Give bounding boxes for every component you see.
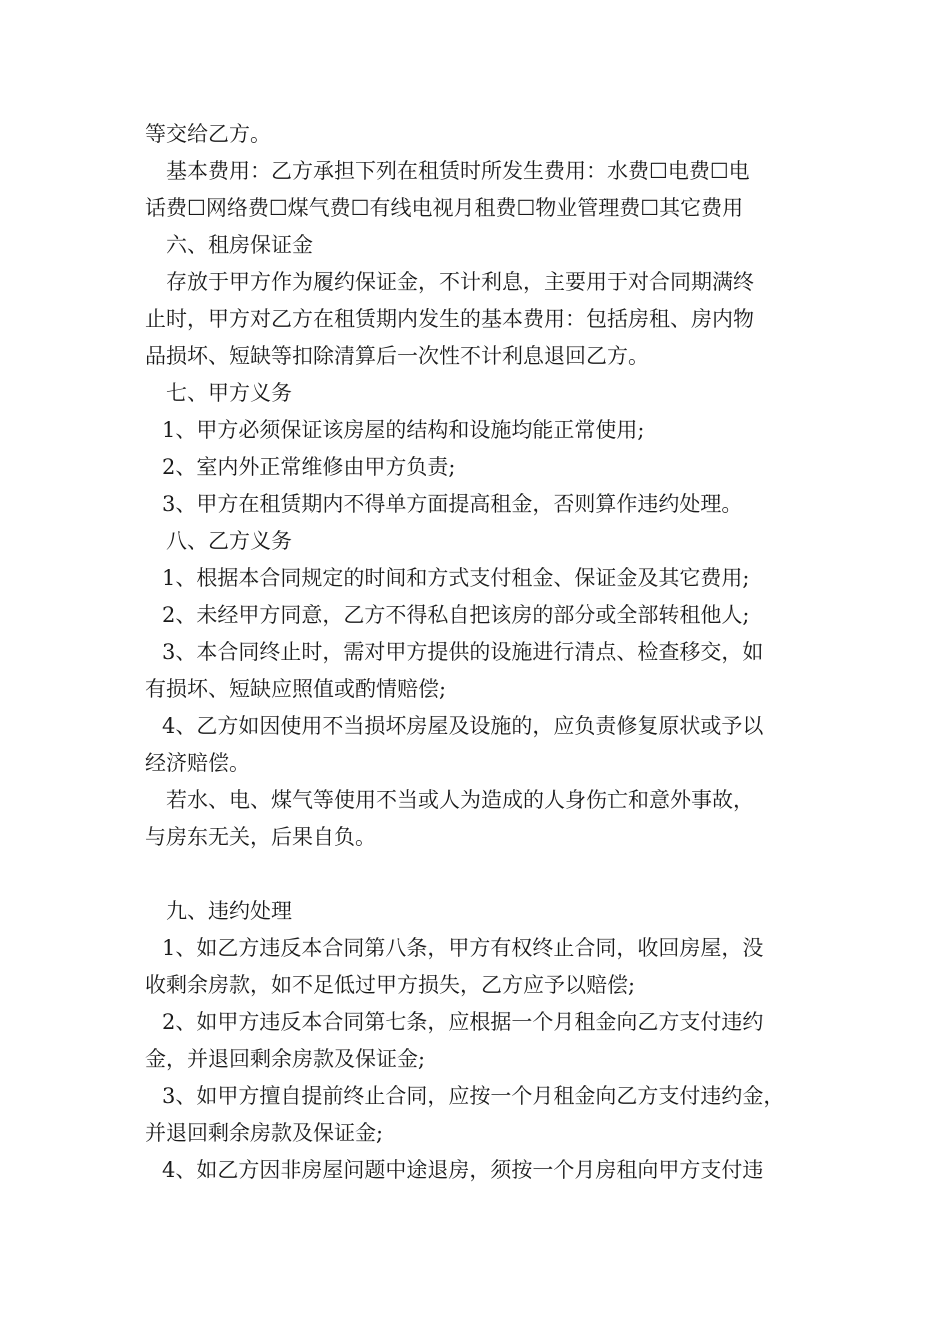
text-line: 品损坏、短缺等扣除清算后一次性不计利息退回乙方。 xyxy=(145,344,649,368)
text-line: 有损坏、短缺应照值或酌情赔偿; xyxy=(145,677,447,701)
list-item: 3、如甲方擅自提前终止合同，应按一个月租金向乙方支付违约金， xyxy=(162,1084,785,1108)
text-line: 若水、电、煤气等使用不当或人为造成的人身伤亡和意外事故， xyxy=(166,788,754,812)
list-item: 2、未经甲方同意，乙方不得私自把该房的部分或全部转租他人; xyxy=(162,603,750,627)
list-item: 1、甲方必须保证该房屋的结构和设施均能正常使用; xyxy=(162,418,645,442)
section-heading: 六、租房保证金 xyxy=(166,233,313,257)
blank-line xyxy=(145,856,825,893)
list-item: 2、室内外正常维修由甲方负责; xyxy=(162,455,456,479)
section-heading: 八、乙方义务 xyxy=(166,529,292,553)
text-line: 话费☐网络费☐煤气费☐有线电视月租费☐物业管理费☐其它费用 xyxy=(145,196,744,220)
text-line: 金，并退回剩余房款及保证金; xyxy=(145,1047,426,1071)
text-line: 等交给乙方。 xyxy=(145,122,271,146)
list-item: 1、如乙方违反本合同第八条，甲方有权终止合同，收回房屋，没 xyxy=(162,936,764,960)
text-line: 并退回剩余房款及保证金; xyxy=(145,1121,384,1145)
list-item: 4、乙方如因使用不当损坏房屋及设施的，应负责修复原状或予以 xyxy=(162,714,764,738)
list-item: 4、如乙方因非房屋问题中途退房，须按一个月房租向甲方支付违 xyxy=(162,1158,764,1182)
list-item: 1、根据本合同规定的时间和方式支付租金、保证金及其它费用; xyxy=(162,566,750,590)
text-line: 止时，甲方对乙方在租赁期内发生的基本费用：包括房租、房内物 xyxy=(145,307,754,331)
section-heading: 九、违约处理 xyxy=(166,899,292,923)
list-item: 2、如甲方违反本合同第七条，应根据一个月租金向乙方支付违约 xyxy=(162,1010,764,1034)
document-body xyxy=(145,116,825,1189)
text-line: 存放于甲方作为履约保证金，不计利息，主要用于对合同期满终 xyxy=(166,270,754,294)
section-heading: 七、甲方义务 xyxy=(166,381,292,405)
list-item: 3、本合同终止时，需对甲方提供的设施进行清点、检查移交，如 xyxy=(162,640,764,664)
list-item: 3、甲方在租赁期内不得单方面提高租金，否则算作违约处理。 xyxy=(162,492,743,516)
text-line: 收剩余房款，如不足低过甲方损失，乙方应予以赔偿; xyxy=(145,973,636,997)
text-line: 经济赔偿。 xyxy=(145,751,250,775)
text-line: 与房东无关，后果自负。 xyxy=(145,825,376,849)
text-line: 基本费用：乙方承担下列在租赁时所发生费用：水费☐电费☐电 xyxy=(166,159,750,183)
